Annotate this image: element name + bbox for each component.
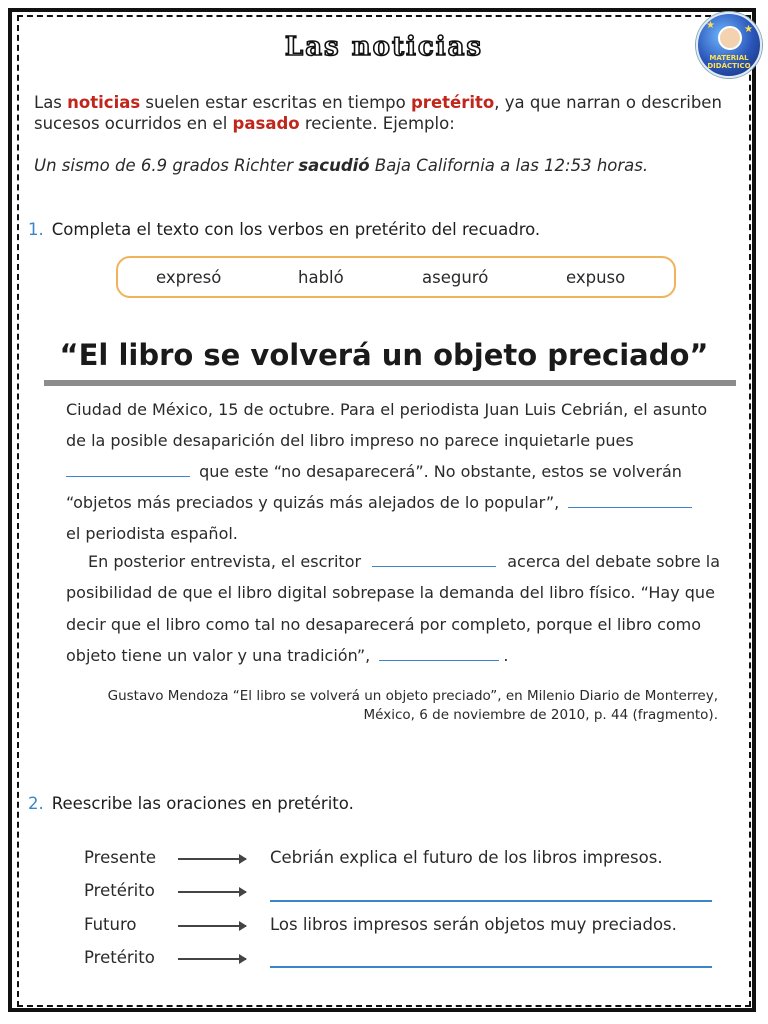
intro-text: suelen estar escritas en tiempo [140, 93, 411, 112]
astronaut-face [718, 26, 742, 50]
article-text: “objetos más preciados y quizás más alejados de lo popular”, [66, 493, 560, 512]
arrow-right-icon [178, 958, 246, 960]
article-line: Ciudad de México, 15 de octubre. Para el periodista Juan Luis Cebrián, el asunto [66, 400, 708, 419]
article-headline: “El libro se volverá un objeto preciado” [59, 338, 709, 372]
article-text: . [503, 646, 509, 665]
citation-line: México, 6 de noviembre de 2010, p. 44 (fragmento). [363, 707, 718, 723]
answer-blank[interactable] [372, 565, 496, 567]
intro-paragraph [34, 92, 734, 134]
star-icon: ★ [706, 20, 715, 31]
source-citation [60, 687, 718, 725]
article-text: acerca del debate sobre la [507, 552, 720, 571]
tense-label: Pretérito [84, 948, 155, 967]
example-text: Baja California a las 12:53 horas. [369, 156, 649, 175]
answer-line[interactable] [270, 900, 712, 902]
article-text: En posterior entrevista, el escritor [88, 552, 362, 571]
article-line [66, 462, 726, 481]
citation-line: Gustavo Mendoza “El libro se volverá un objeto preciado”, en Milenio Diario de Monterrey, [107, 688, 718, 704]
intro-text: reciente. Ejemplo: [299, 114, 455, 133]
word-bank-box [116, 256, 676, 298]
article-line: posibilidad de que el libro digital sobrepase la demanda del libro físico. “Hay que [66, 583, 715, 602]
tense-label: Presente [84, 848, 157, 867]
example-verb: sacudió [298, 156, 370, 175]
question-number: 2. [28, 794, 44, 813]
sentence-text: Cebrián explica el futuro de los libros impresos. [270, 848, 663, 867]
article-line [66, 646, 726, 665]
answer-line[interactable] [270, 966, 712, 968]
word-bank-item: aseguró [422, 268, 489, 287]
tense-label: Pretérito [84, 881, 155, 900]
headline-rule [44, 380, 736, 386]
arrow-right-icon [178, 925, 246, 927]
article-text: objeto tiene un valor y una tradición”, [66, 646, 371, 665]
answer-blank[interactable] [568, 506, 692, 508]
word-bank-item: habló [298, 268, 344, 287]
intro-text: , ya que narran o describen sucesos ocurridos en el [34, 93, 722, 133]
article-line [88, 552, 728, 571]
keyword-pasado: pasado [232, 114, 300, 133]
answer-blank[interactable] [66, 475, 190, 477]
astronaut-logo-icon [696, 12, 762, 78]
arrow-right-icon [178, 891, 246, 893]
question-text: Reescribe las oraciones en pretérito. [51, 794, 354, 813]
article-line: de la posible desaparición del libro impreso no parece inquietarle pues [66, 431, 634, 450]
question-1 [28, 220, 540, 239]
word-bank-item: expresó [156, 268, 222, 287]
sentence-text: Los libros impresos serán objetos muy preciados. [270, 915, 677, 934]
example-text: Un sismo de 6.9 grados Richter [34, 156, 299, 175]
keyword-noticias: noticias [67, 93, 141, 112]
arrow-right-icon [178, 858, 246, 860]
article-line: decir que el libro como tal no desaparecerá por completo, porque el libro como [66, 615, 702, 634]
tense-label: Futuro [84, 915, 137, 934]
star-icon: ★ [744, 24, 753, 35]
page-title: Las noticias [284, 32, 484, 62]
question-number: 1. [28, 220, 44, 239]
example-sentence [34, 156, 734, 175]
article-line [66, 493, 726, 512]
article-line: el periodista español. [66, 524, 238, 543]
word-bank-item: expuso [566, 268, 626, 287]
logo-text: MATERIAL DIDÁCTICO [707, 54, 751, 70]
question-2 [28, 794, 354, 813]
answer-blank[interactable] [379, 659, 499, 661]
question-text: Completa el texto con los verbos en pretérito del recuadro. [51, 220, 541, 239]
intro-text: Las [34, 93, 68, 112]
keyword-preterito: pretérito [411, 93, 495, 112]
article-text: que este “no desaparecerá”. No obstante, estos se volverán [199, 462, 682, 481]
